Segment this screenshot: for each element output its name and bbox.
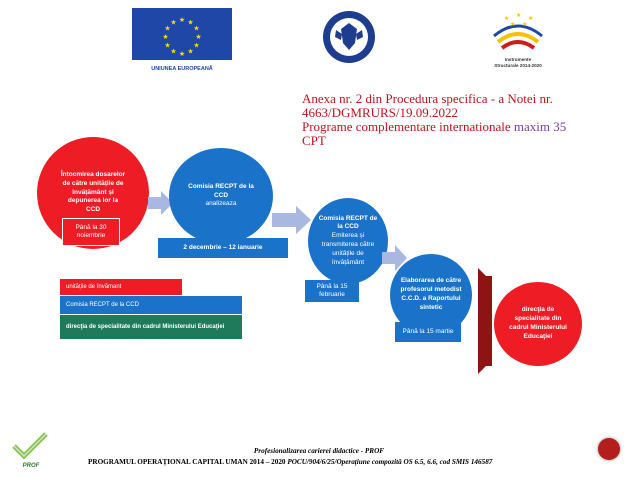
- svg-text:★: ★: [528, 15, 534, 22]
- step3-title-line1: Comisia RECPT de: [318, 214, 378, 222]
- step3-circle: [308, 198, 388, 284]
- step3-title-line2: la CCD: [337, 223, 359, 231]
- arrow-2-icon: [272, 205, 312, 235]
- step4-text: Elaborarea de către profesorul metodist C.C.D. a Raportului sintetic: [400, 277, 462, 311]
- step2-deadline-text: 2 decembrie – 12 ianuarie: [183, 243, 263, 251]
- svg-text:★: ★: [510, 21, 516, 28]
- title-line-2: 4663/DGMRURS/19.09.2022: [302, 105, 459, 120]
- step1-deadline-line1: Până la 30: [75, 223, 107, 231]
- svg-text:★: ★: [164, 24, 171, 33]
- eu-flag-icon: [132, 8, 232, 60]
- step2-title-line2: CCD: [213, 191, 229, 199]
- svg-text:★: ★: [193, 24, 200, 33]
- eu-logo: [132, 8, 232, 72]
- footer-line-2-code: POCU/904/6/25/Operațiune compozită OS 6.5, 6.6, cod SMIS 146587: [287, 458, 493, 466]
- prof-logo-text: PROF: [22, 463, 40, 469]
- step3-deadline-line1: Până la 15: [316, 282, 348, 290]
- footer-line-2: [88, 458, 608, 466]
- step5-text: direcţia de specialitate din cadrul Ministerului Educaţiei: [509, 306, 567, 340]
- svg-text:★: ★: [195, 33, 202, 41]
- svg-text:★: ★: [178, 50, 186, 58]
- footer-line-1-text: Profesionalizarea carierei didactice - PROF: [253, 447, 385, 455]
- document-title: [302, 92, 622, 148]
- legend-item-1: [60, 279, 182, 295]
- svg-text:★: ★: [187, 47, 194, 56]
- svg-text:★: ★: [187, 18, 194, 27]
- step4-deadline-text: Până la 15 martie: [402, 327, 454, 335]
- prof-checkmark-icon: [10, 432, 52, 460]
- svg-text:★: ★: [504, 15, 510, 22]
- step1-text: Întocmirea dosarelor de către unitățile de învățământ și depunerea lor la CCD: [60, 171, 126, 214]
- legend-item-3: [60, 315, 242, 339]
- star-arc-icon: [482, 10, 554, 52]
- structural-instruments-logo: [482, 10, 554, 68]
- title-line-3: [302, 120, 622, 134]
- footer-line-2-main: PROGRAMUL OPERAȚIONAL CAPITAL UMAN 2014 – 2020: [88, 458, 286, 466]
- title-line-3-main: Programe complementare internationale: [302, 119, 511, 134]
- step2-circle: [169, 148, 273, 244]
- step3-sub: Emiterea și transmiterea către unitățile de învățământ: [321, 232, 375, 266]
- step2-deadline: [158, 238, 288, 258]
- svg-text:★: ★: [522, 21, 528, 28]
- title-line-1: Anexa nr. 2 din Procedura specifica - a Notei nr.: [302, 91, 553, 106]
- step1-deadline: [62, 218, 120, 246]
- title-line-3-accent: maxim 35: [513, 119, 567, 134]
- eu-logo-caption: UNIUNEA EUROPEANĂ: [151, 66, 213, 72]
- footer-line-1: [0, 447, 638, 455]
- svg-text:★: ★: [193, 41, 200, 50]
- svg-text:★: ★: [516, 12, 522, 19]
- step5-circle: [494, 282, 582, 366]
- legend-item-2-label: Comisia RECPT de la CCD: [66, 302, 139, 308]
- romania-coat-of-arms-icon: [322, 10, 376, 64]
- legend-item-1-label: unitățile de învămant: [66, 284, 122, 290]
- structural-instruments-caption: Instrumente Structurale 2014-2020: [494, 57, 542, 68]
- svg-text:★: ★: [170, 47, 177, 56]
- legend-item-2: [60, 296, 242, 314]
- step3-deadline-line2: februarie: [319, 291, 345, 298]
- svg-text:★: ★: [178, 16, 186, 24]
- step4-deadline: [395, 322, 461, 342]
- page-dot-icon: [598, 438, 620, 460]
- step2-title-line1: Comisia RECPT de la: [188, 182, 254, 190]
- svg-text:★: ★: [164, 41, 171, 50]
- svg-text:★: ★: [162, 33, 169, 41]
- legend-item-3-label: direcţia de specialitate din cadrul Ministerului Educaţiei: [66, 324, 225, 330]
- title-line-4: CPT: [302, 133, 326, 148]
- svg-text:★: ★: [170, 18, 177, 27]
- step2-sub: analizeaza: [205, 200, 237, 208]
- step3-deadline: [305, 280, 359, 302]
- step1-deadline-line2: noiembrie: [76, 232, 106, 239]
- gov-logo: [322, 10, 376, 64]
